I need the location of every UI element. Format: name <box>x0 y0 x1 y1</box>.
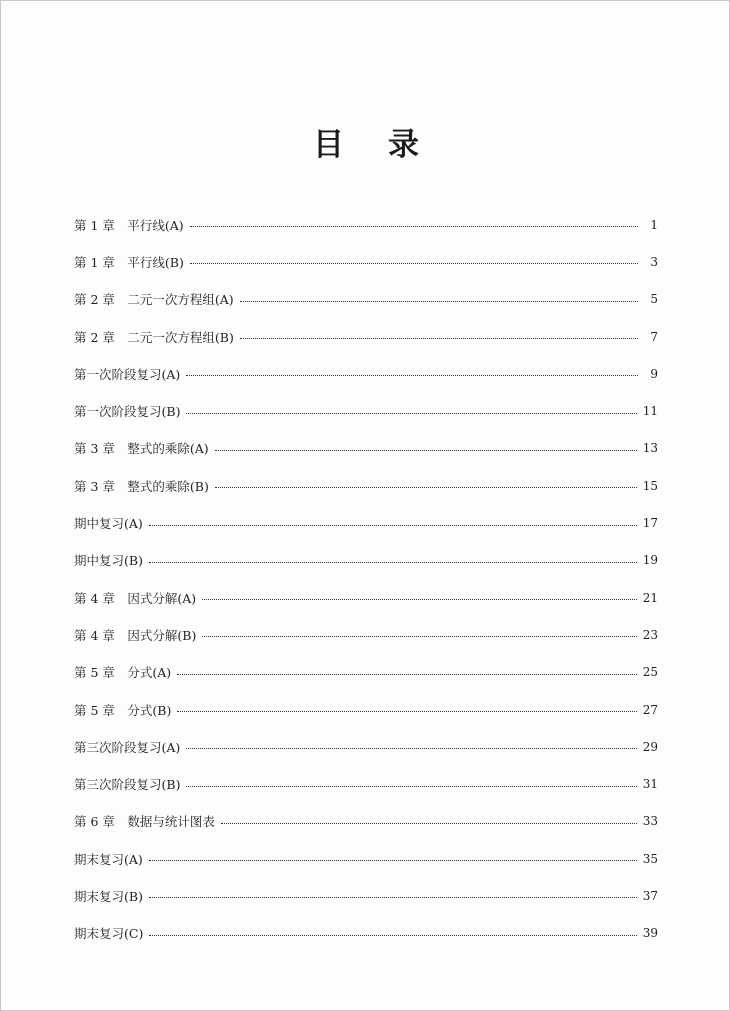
toc-entry-label: 第 4 章 因式分解(A) <box>74 590 197 606</box>
toc-entry-label: 第 1 章 平行线(B) <box>74 254 184 270</box>
toc-entry-label: 第 5 章 分式(A) <box>74 665 172 681</box>
toc-entry-label: 第三次阶段复习(A) <box>74 739 181 755</box>
dot-leader <box>149 935 636 936</box>
toc-entry-page: 29 <box>642 739 658 754</box>
toc-entry-label: 期中复习(A) <box>74 516 143 532</box>
dot-leader <box>240 301 638 302</box>
toc-entry-label: 第三次阶段复习(B) <box>74 777 181 793</box>
dot-leader <box>215 450 637 451</box>
dot-leader <box>177 711 636 712</box>
toc-entry-label: 第 3 章 整式的乘除(A) <box>74 441 209 457</box>
dot-leader <box>149 562 637 563</box>
toc-entry-label: 第一次阶段复习(B) <box>74 404 181 420</box>
toc-entry-page: 35 <box>642 851 658 866</box>
toc-entry <box>74 206 658 243</box>
dot-leader <box>186 748 636 749</box>
toc-entry <box>74 281 658 318</box>
dot-leader <box>202 599 637 600</box>
dot-leader <box>202 636 636 637</box>
toc-entry-page: 25 <box>642 665 658 680</box>
toc-entry <box>74 728 658 765</box>
toc-entry-page: 13 <box>642 441 658 456</box>
toc-entry-label: 第 5 章 分式(B) <box>74 702 172 718</box>
dot-leader <box>186 413 636 414</box>
toc-entry-label: 第 6 章 数据与统计图表 <box>74 814 215 830</box>
dot-leader <box>149 525 637 526</box>
toc-entry <box>74 691 658 728</box>
toc-entry-page: 1 <box>650 217 658 232</box>
table-of-contents <box>74 206 658 952</box>
toc-entry-page: 33 <box>642 814 658 829</box>
toc-entry-page: 27 <box>642 702 658 717</box>
toc-entry-label: 第一次阶段复习(A) <box>74 366 181 382</box>
toc-entry <box>74 915 658 952</box>
dot-leader <box>149 860 637 861</box>
toc-entry-page: 23 <box>642 627 658 642</box>
toc-entry <box>74 654 658 691</box>
toc-entry-label: 期末复习(B) <box>74 888 143 904</box>
dot-leader <box>177 674 637 675</box>
dot-leader <box>186 786 636 787</box>
toc-entry <box>74 504 658 541</box>
toc-entry <box>74 579 658 616</box>
dot-leader <box>149 897 637 898</box>
toc-entry-page: 21 <box>642 590 658 605</box>
toc-entry <box>74 616 658 653</box>
toc-title: 目录 <box>313 127 463 163</box>
dot-leader <box>221 823 637 824</box>
toc-entry-label: 第 2 章 二元一次方程组(B) <box>74 329 234 345</box>
toc-entry-page: 39 <box>642 926 658 941</box>
dot-leader <box>186 375 638 376</box>
dot-leader <box>240 338 638 339</box>
toc-entry-page: 37 <box>642 888 658 903</box>
toc-entry-page: 7 <box>650 329 658 344</box>
toc-entry-label: 第 3 章 整式的乘除(B) <box>74 478 209 494</box>
toc-entry-page: 5 <box>650 292 658 307</box>
toc-entry-page: 9 <box>650 366 658 381</box>
toc-entry <box>74 355 658 392</box>
toc-entry-page: 19 <box>642 553 658 568</box>
toc-entry <box>74 765 658 802</box>
dot-leader <box>215 487 637 488</box>
toc-entry <box>74 467 658 504</box>
toc-entry-page: 15 <box>642 478 658 493</box>
toc-entry <box>74 430 658 467</box>
toc-entry-label: 第 1 章 平行线(A) <box>74 217 184 233</box>
toc-entry <box>74 840 658 877</box>
toc-entry-label: 期末复习(C) <box>74 926 144 942</box>
toc-entry-page: 17 <box>642 516 658 531</box>
toc-entry <box>74 542 658 579</box>
dot-leader <box>190 226 638 227</box>
toc-entry-page: 3 <box>650 254 658 269</box>
toc-entry-label: 期末复习(A) <box>74 851 143 867</box>
toc-entry <box>74 392 658 429</box>
toc-entry-label: 第 4 章 因式分解(B) <box>74 627 197 643</box>
toc-entry <box>74 803 658 840</box>
toc-entry-label: 期中复习(B) <box>74 553 143 569</box>
toc-entry <box>74 243 658 280</box>
toc-entry <box>74 877 658 914</box>
toc-entry-page: 11 <box>642 404 658 419</box>
dot-leader <box>190 263 638 264</box>
toc-entry <box>74 318 658 355</box>
toc-entry-page: 31 <box>642 777 658 792</box>
toc-entry-label: 第 2 章 二元一次方程组(A) <box>74 292 234 308</box>
